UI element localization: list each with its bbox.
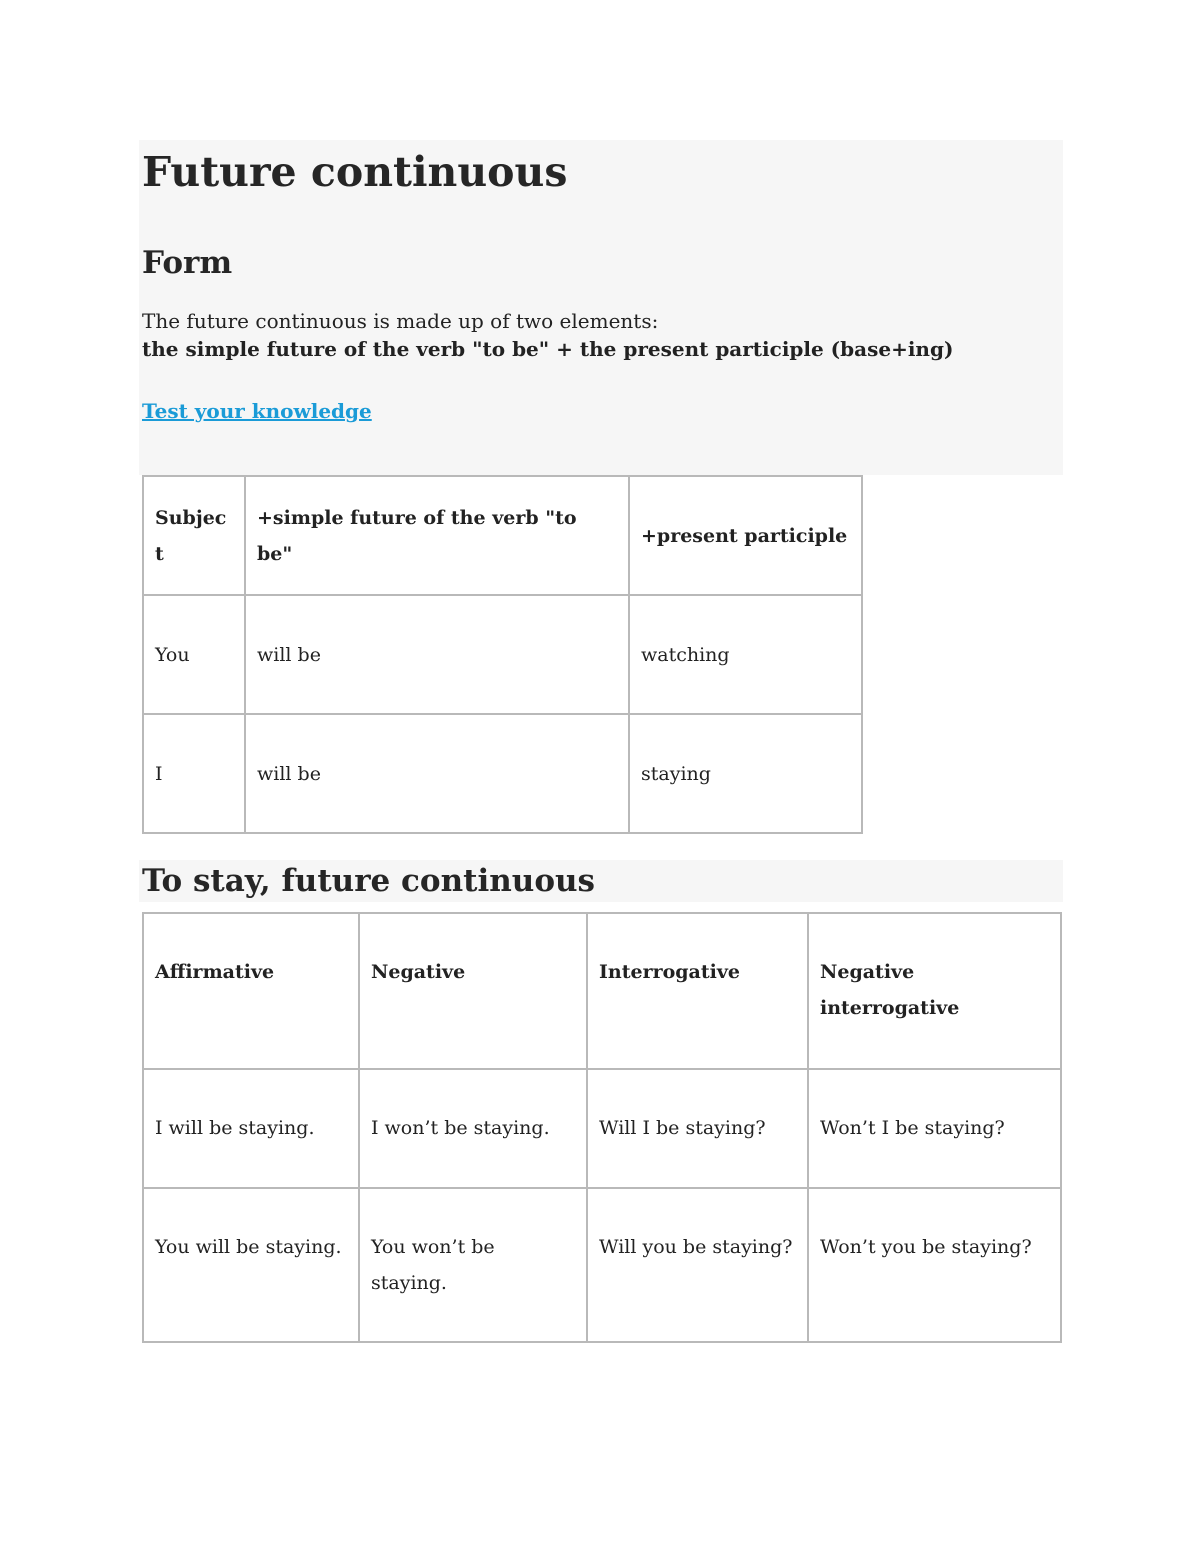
table-cell: You won’t be staying. [359, 1188, 587, 1342]
table-cell: I [143, 714, 245, 833]
table-cell: Won’t you be staying? [808, 1188, 1061, 1342]
header-cell-affirmative: Affirmative [143, 913, 359, 1069]
table-cell: You will be staying. [143, 1188, 359, 1342]
header-cell-present-participle: +present participle [629, 476, 862, 595]
section-heading-form: Form [142, 245, 233, 281]
table-cell: I will be staying. [143, 1069, 359, 1188]
intro-text: The future continuous is made up of two elements: [142, 309, 659, 333]
header-cell-simple-future: +simple future of the verb "to be" [245, 476, 629, 595]
table-row [143, 1188, 1061, 1342]
section-heading-to-stay: To stay, future continuous [142, 863, 595, 899]
table-header-row [143, 913, 1061, 1069]
table-row [143, 1069, 1061, 1188]
table-cell: will be [245, 714, 629, 833]
table-cell: Will I be staying? [587, 1069, 808, 1188]
header-cell-negative-interrogative: Negative interrogative [808, 913, 1061, 1069]
intro-formula: the simple future of the verb "to be" + the present participle (base+ing) [142, 337, 954, 361]
form-table [142, 475, 863, 834]
table-row [143, 595, 862, 714]
table-cell: Won’t I be staying? [808, 1069, 1061, 1188]
table-cell: staying [629, 714, 862, 833]
header-cell-subject: Subject [143, 476, 245, 595]
test-knowledge-link[interactable]: Test your knowledge [142, 399, 372, 423]
header-cell-negative: Negative [359, 913, 587, 1069]
table-cell: You [143, 595, 245, 714]
table-cell: watching [629, 595, 862, 714]
header-cell-interrogative: Interrogative [587, 913, 808, 1069]
table-row [143, 714, 862, 833]
table-cell: Will you be staying? [587, 1188, 808, 1342]
page-title: Future continuous [142, 148, 568, 196]
conjugation-table [142, 912, 1062, 1343]
table-cell: I won’t be staying. [359, 1069, 587, 1188]
table-header-row [143, 476, 862, 595]
table-cell: will be [245, 595, 629, 714]
